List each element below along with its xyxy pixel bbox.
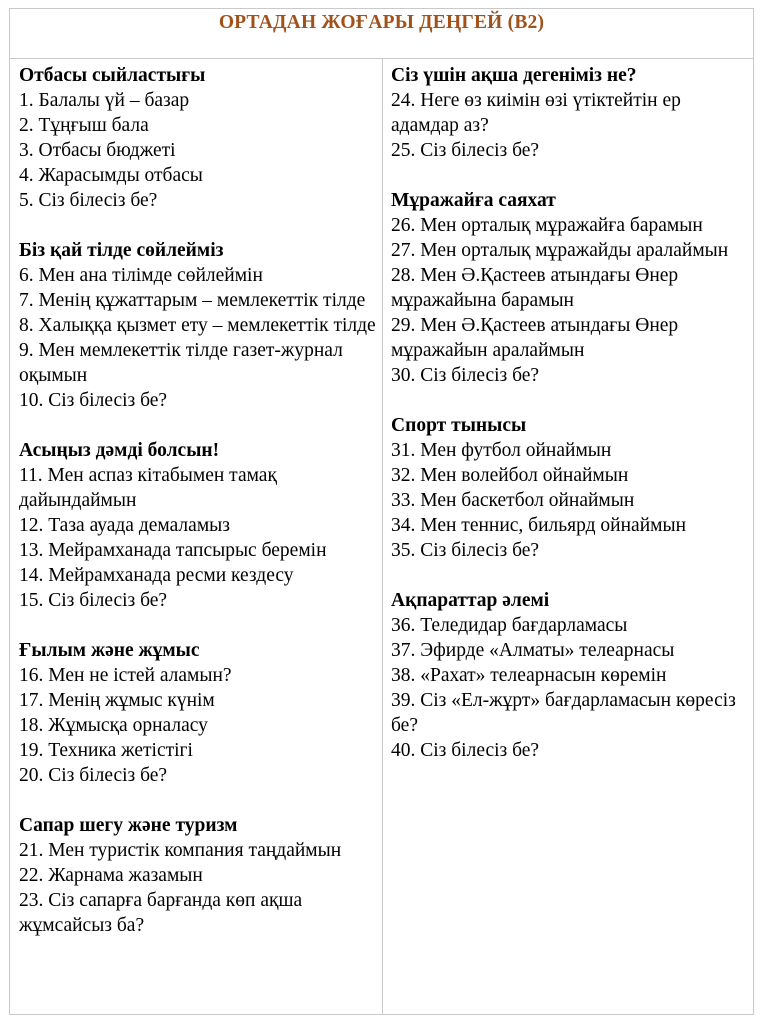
section-title: Спорт тынысы xyxy=(391,415,527,436)
topic-section xyxy=(391,63,749,163)
lesson-item: 12. Таза ауада демаламыз xyxy=(19,515,230,536)
lesson-item: 34. Мен теннис, бильярд ойнаймын xyxy=(391,515,687,536)
lesson-item: 5. Сіз білесіз бе? xyxy=(19,190,158,211)
lesson-item: 19. Техника жетістігі xyxy=(19,740,193,761)
topic-section xyxy=(391,188,749,388)
lesson-item: 1. Балалы үй – базар xyxy=(19,90,190,111)
lesson-item: 3. Отбасы бюджеті xyxy=(19,140,176,161)
lesson-item: 38. «Рахат» телеарнасын көремін xyxy=(391,665,667,686)
lesson-item: 11. Мен аспаз кітабымен тамақ дайындаймын xyxy=(19,465,277,511)
lesson-item: 21. Мен туристік компания таңдаймын xyxy=(19,840,342,861)
curriculum-table xyxy=(9,8,754,1015)
lesson-item: 40. Сіз білесіз бе? xyxy=(391,740,540,761)
section-title: Отбасы сыйластығы xyxy=(19,65,206,86)
topic-section xyxy=(19,238,378,413)
lesson-item: 31. Мен футбол ойнаймын xyxy=(391,440,612,461)
lesson-item: 17. Менің жұмыс күнім xyxy=(19,690,215,711)
right-column xyxy=(383,59,753,1014)
lesson-item: 18. Жұмысқа орналасу xyxy=(19,715,208,736)
lesson-item: 29. Мен Ә.Қастеев атындағы Өнер мұражайын аралаймын xyxy=(391,315,679,361)
lesson-item: 26. Мен орталық мұражайға барамын xyxy=(391,215,703,236)
lesson-item: 39. Сіз «Ел-жұрт» бағдарламасын көресіз бе? xyxy=(391,690,736,736)
lesson-item: 20. Сіз білесіз бе? xyxy=(19,765,168,786)
lesson-item: 35. Сіз білесіз бе? xyxy=(391,540,540,561)
lesson-item: 33. Мен баскетбол ойнаймын xyxy=(391,490,635,511)
section-title: Сапар шегу және туризм xyxy=(19,815,238,836)
lesson-item: 2. Тұңғыш бала xyxy=(19,115,149,136)
lesson-item: 36. Теледидар бағдарламасы xyxy=(391,615,628,636)
section-title: Мұражайға саяхат xyxy=(391,190,556,211)
topic-section xyxy=(19,63,378,213)
lesson-item: 27. Мен орталық мұражайды аралаймын xyxy=(391,240,729,261)
topic-section xyxy=(19,638,378,788)
lesson-item: 9. Мен мемлекеттік тілде газет-журнал оқымын xyxy=(19,340,343,386)
title-row xyxy=(10,9,753,59)
section-title: Ақпараттар әлемі xyxy=(391,590,550,611)
section-title: Ғылым және жұмыс xyxy=(19,640,200,661)
lesson-item: 16. Мен не істей аламын? xyxy=(19,665,232,686)
lesson-item: 23. Сіз сапарға барғанда көп ақша жұмсайсыз ба? xyxy=(19,890,303,936)
lesson-item: 10. Сіз білесіз бе? xyxy=(19,390,168,411)
lesson-item: 13. Мейрамханада тапсырыс беремін xyxy=(19,540,327,561)
lesson-item: 24. Неге өз киімін өзі үтіктейтін ер адамдар аз? xyxy=(391,90,681,136)
section-title: Сіз үшін ақша дегеніміз не? xyxy=(391,65,637,86)
lesson-item: 28. Мен Ә.Қастеев атындағы Өнер мұражайына барамын xyxy=(391,265,679,311)
lesson-item: 37. Эфирде «Алматы» телеарнасы xyxy=(391,640,675,661)
lesson-item: 25. Сіз білесіз бе? xyxy=(391,140,540,161)
lesson-item: 8. Халыққа қызмет ету – мемлекеттік тілде xyxy=(19,315,376,336)
topic-section xyxy=(19,438,378,613)
lesson-item: 14. Мейрамханада ресми кездесу xyxy=(19,565,294,586)
section-title: Асыңыз дәмді болсын! xyxy=(19,440,220,461)
lesson-item: 7. Менің құжаттарым – мемлекеттік тілде xyxy=(19,290,366,311)
left-column xyxy=(10,59,383,1014)
lesson-item: 4. Жарасымды отбасы xyxy=(19,165,203,186)
lesson-item: 32. Мен волейбол ойнаймын xyxy=(391,465,629,486)
lesson-item: 6. Мен ана тілімде сөйлеймін xyxy=(19,265,263,286)
lesson-item: 30. Сіз білесіз бе? xyxy=(391,365,540,386)
topic-section xyxy=(391,588,749,763)
lesson-item: 15. Сіз білесіз бе? xyxy=(19,590,168,611)
topic-section xyxy=(391,413,749,563)
columns xyxy=(10,59,753,1014)
topic-section xyxy=(19,813,378,938)
lesson-item: 22. Жарнама жазамын xyxy=(19,865,203,886)
document-title: ОРТАДАН ЖОҒАРЫ ДЕҢГЕЙ (В2) xyxy=(218,12,545,33)
section-title: Біз қай тілде сөйлейміз xyxy=(19,240,224,261)
